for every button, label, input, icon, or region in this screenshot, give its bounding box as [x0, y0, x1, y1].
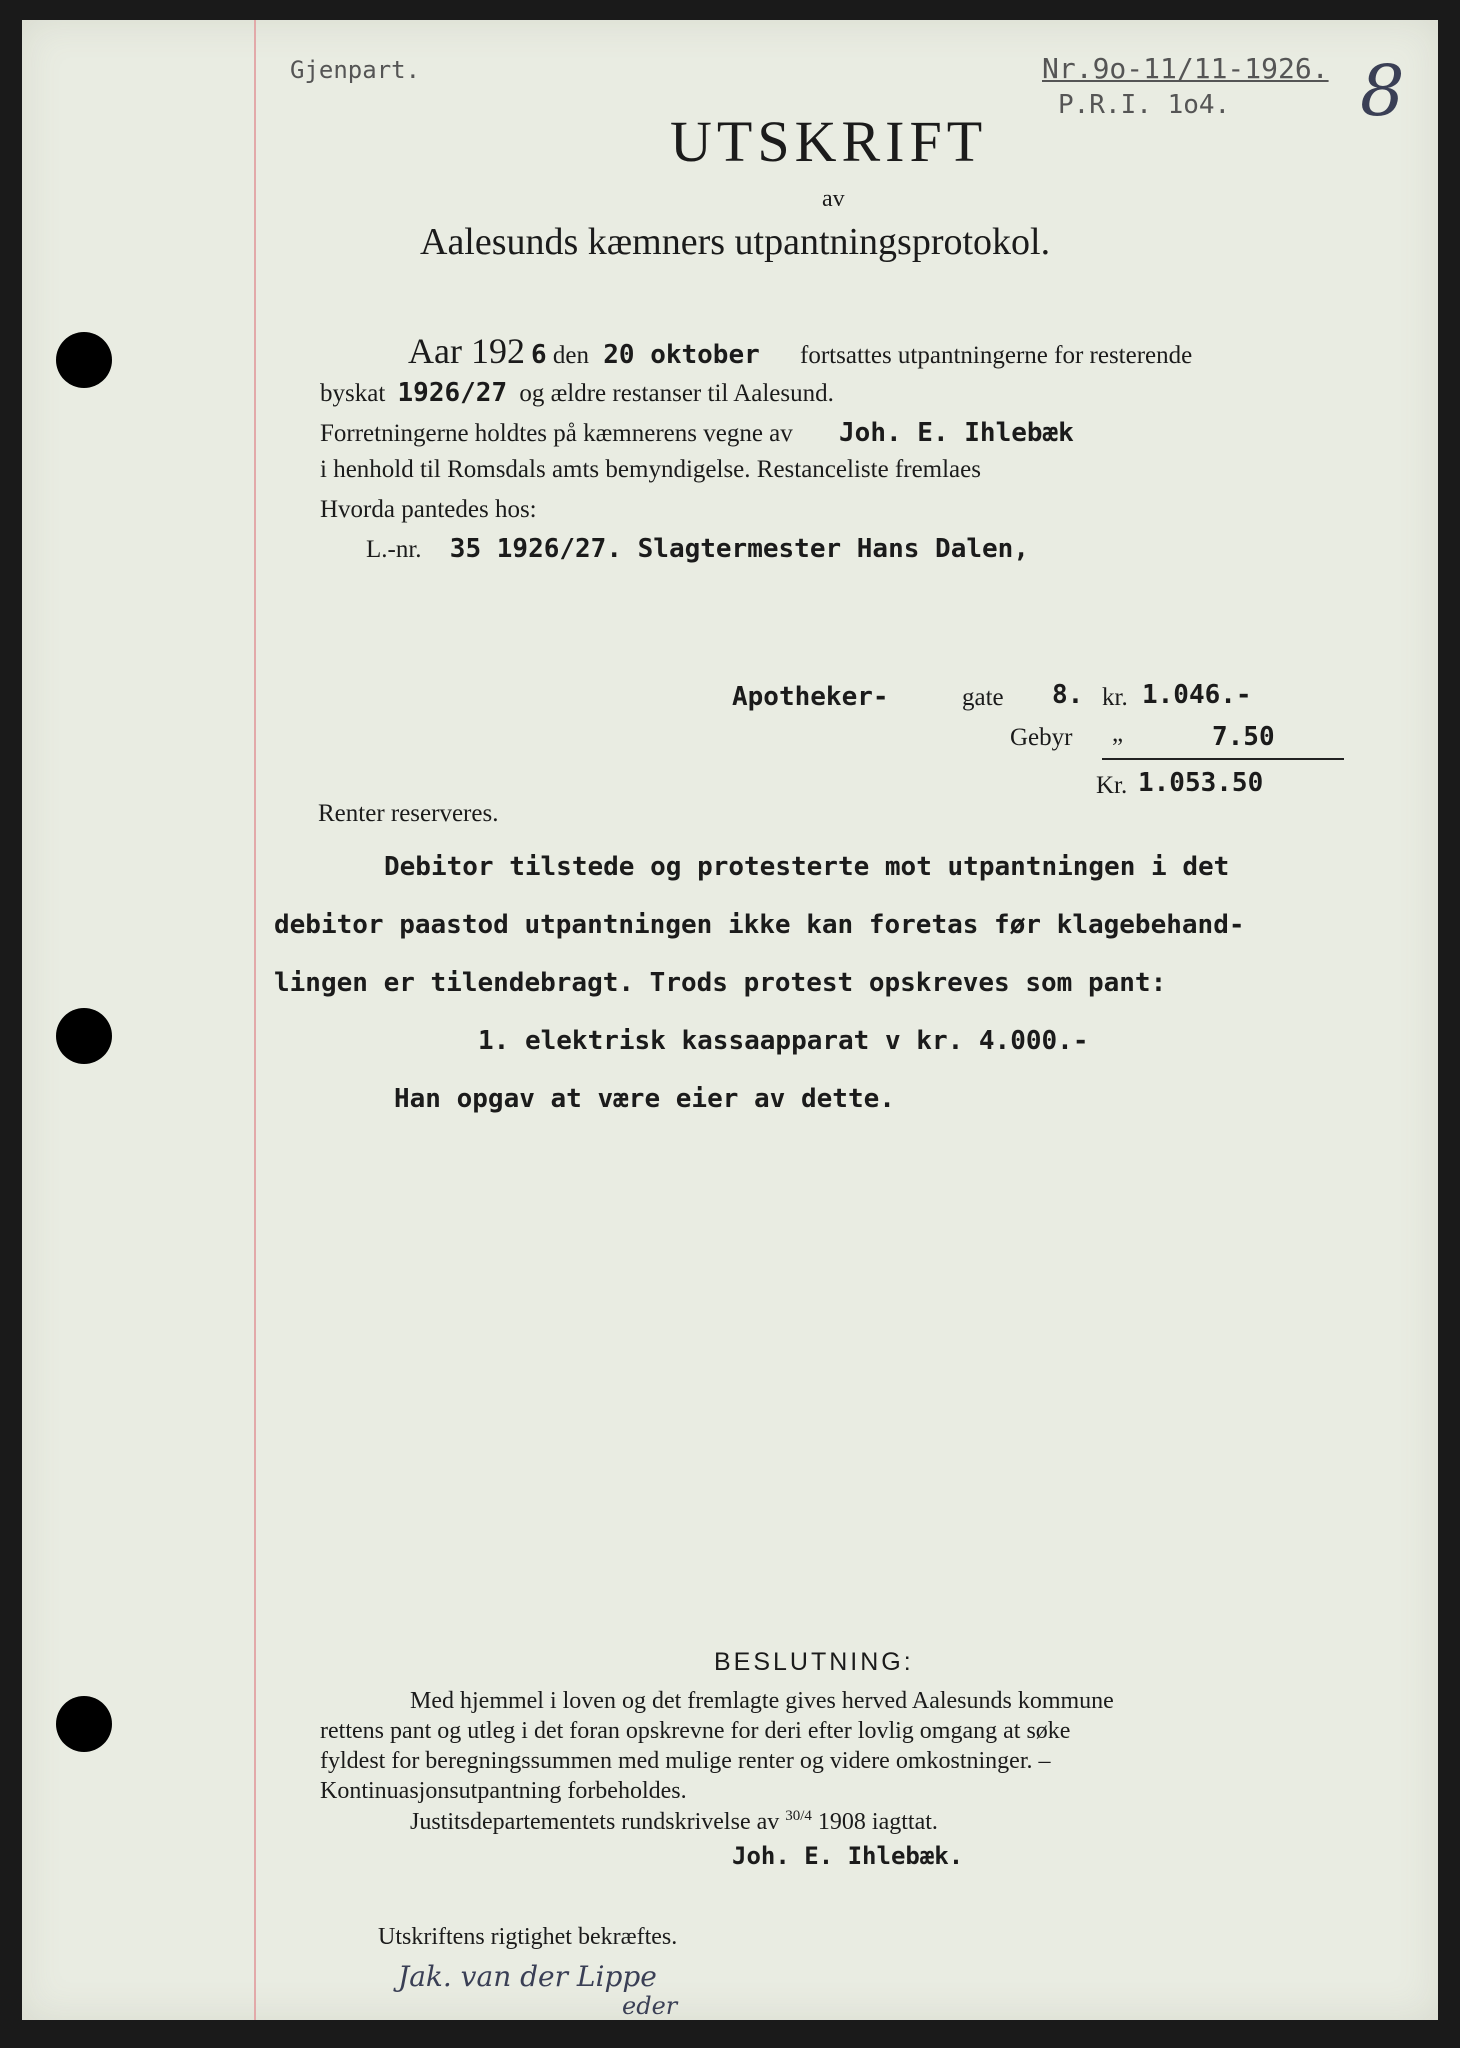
corner-mark: 8 [1360, 50, 1405, 132]
circular-text: 1908 iagttat. [817, 1809, 938, 1835]
total-amount: 1.053.50 [1138, 768, 1264, 798]
intro-line-4: i henhold til Romsdals amts bemyndigelse. Restanceliste fremlaes [320, 456, 981, 483]
punch-hole [56, 1008, 112, 1064]
sum-rule [1102, 758, 1344, 760]
total-label: Kr. [1096, 772, 1128, 799]
intro-line-5: Hvorda pantedes hos: [320, 496, 537, 523]
document-subtitle: Aalesunds kæmners utpantningsprotokol. [420, 221, 1051, 263]
margin-line [254, 20, 256, 2020]
kr-label: kr. [1102, 684, 1128, 711]
fee-ditto: „ [1112, 720, 1124, 747]
debtor-entry: 35 1926/27. Slagtermester Hans Dalen, [449, 534, 1029, 564]
decision-heading: BESLUTNING: [714, 1648, 914, 1676]
statement-line-5: Han opgav at være eier av dette. [394, 1084, 895, 1114]
intro-text: byskat [320, 380, 386, 407]
interest-note: Renter reserveres. [318, 800, 499, 827]
intro-line-1 [408, 330, 1192, 372]
circular-date: 30/4 [785, 1808, 812, 1824]
certification-text: Utskriftens rigtighet bekræftes. [378, 1924, 678, 1950]
gate-label: gate [962, 684, 1004, 711]
document-page [22, 20, 1438, 2020]
document-title: UTSKRIFT [670, 109, 988, 174]
fee-label: Gebyr [1010, 724, 1073, 751]
statement-line-2: debitor paastod utpantningen ikke kan foretas før klagebehand- [274, 910, 1245, 940]
statement-line-1: Debitor tilstede og protesterte mot utpantningen i det [384, 852, 1230, 882]
intro-text: Forretningerne holdtes på kæmnerens vegne av [320, 420, 793, 447]
statement-line-4: 1. elektrisk kassaapparat v kr. 4.000.- [478, 1026, 1089, 1056]
street-name: Apotheker- [732, 682, 889, 712]
intro-line-6 [366, 534, 1029, 564]
punch-hole [56, 332, 112, 388]
intro-text: Aar 192 [408, 331, 525, 371]
intro-line-2 [320, 378, 834, 408]
principal-amount: 1.046.- [1142, 680, 1252, 710]
decision-line-5 [410, 1808, 938, 1836]
year-digit: 6 [530, 340, 547, 370]
statement-line-3: lingen er tilendebragt. Trods protest opskreves som pant: [274, 968, 1167, 998]
punch-hole [56, 1696, 112, 1752]
reference-number: Nr.9o-11/11-1926. [1042, 52, 1329, 85]
officer-name: Joh. E. Ihlebæk [839, 418, 1074, 448]
intro-text: fortsattes utpantningerne for resterende [800, 342, 1193, 369]
fee-amount: 7.50 [1212, 722, 1275, 752]
title-connector: av [822, 186, 845, 212]
date-value: 20 oktober [603, 340, 760, 370]
decision-line-2: rettens pant og utleg i det foran opskrevne for deri efter lovlig omgang at søke [320, 1718, 1071, 1744]
intro-line-3 [320, 418, 1074, 448]
decision-line-1: Med hjemmel i loven og det fremlagte gives herved Aalesunds kommune [410, 1688, 1114, 1714]
decision-signer: Joh. E. Ihlebæk. [732, 1842, 964, 1870]
handwritten-signature: Jak. van der Lippe [398, 1960, 657, 1993]
street-number: 8. [1052, 680, 1084, 710]
tax-year: 1926/27 [397, 378, 508, 408]
intro-text: og ældre restanser til Aalesund. [519, 380, 834, 407]
reference-sub: P.R.I. 1o4. [1058, 90, 1231, 120]
lnr-label: L.-nr. [366, 536, 422, 563]
handwritten-signature-suffix: eder [622, 1992, 678, 2020]
decision-line-3: fyldest for beregningssummen med mulige renter og videre omkostninger. – [320, 1748, 1051, 1774]
intro-text: den [552, 342, 589, 369]
decision-line-4: Kontinuasjonsutpantning forbeholdes. [320, 1778, 687, 1804]
circular-text: Justitsdepartementets rundskrivelse av [410, 1809, 780, 1835]
copy-label: Gjenpart. [290, 56, 421, 84]
